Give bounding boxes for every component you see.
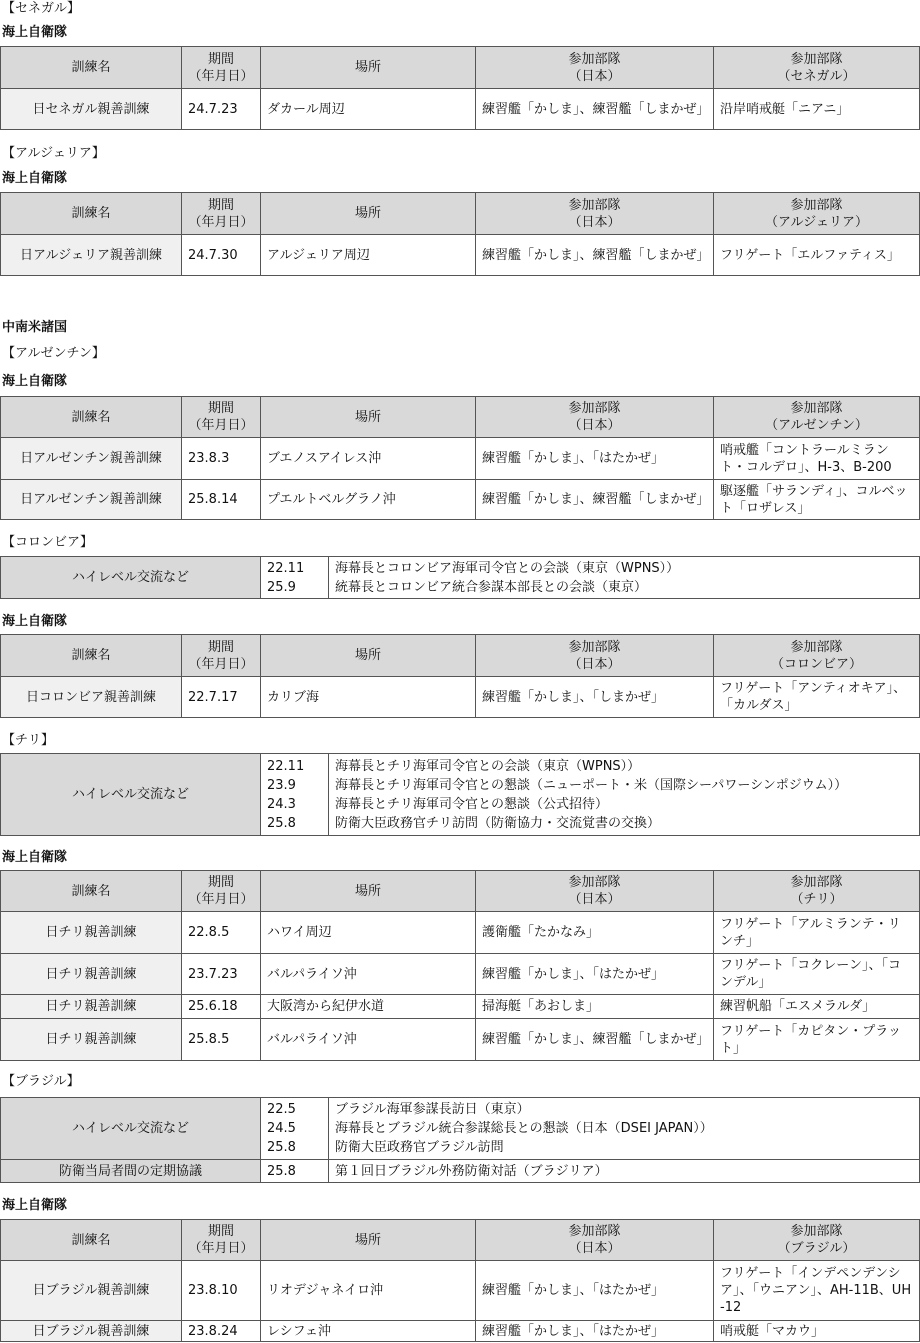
highlevel-events	[329, 557, 920, 599]
exercise-name: 日チリ親善訓練	[1, 1019, 182, 1061]
exercise-partner-units: 哨戒艇「マカウ」	[714, 1321, 920, 1342]
highlevel-label: ハイレベル交流など	[1, 1098, 261, 1160]
exercise-japan-units: 護衛艦「たかなみ」	[476, 912, 714, 954]
table-header-row	[1, 397, 920, 438]
exercise-place: バルパライソ沖	[261, 1019, 476, 1061]
exercise-name: 日アルゼンチン親善訓練	[1, 480, 182, 520]
header-japan: 参加部隊 （日本）	[476, 871, 714, 912]
exercise-period: 25.6.18	[182, 995, 261, 1019]
exercise-japan-units: 練習艦「かしま」、練習艦「しまかぜ」	[476, 1019, 714, 1061]
highlevel-date: 24.3	[267, 796, 296, 812]
highlevel-event: 防衛大臣政務官チリ訪問（防衛協力・交流覚書の交換）	[335, 815, 661, 831]
highlevel-event: 海幕長とコロンビア海軍司令官との会談（東京（WPNS））	[335, 560, 680, 576]
header-name: 訓練名	[1, 635, 182, 677]
exercise-partner-units: 練習帆船「エスメラルダ」	[714, 995, 920, 1019]
highlevel-date: 23.9	[267, 777, 296, 793]
highlevel-event: 海幕長とチリ海軍司令官との懇談（公式招待）	[335, 796, 609, 812]
highlevel-event: 海幕長とチリ海軍司令官との懇談（ニューポート・米（国際シーパワーシンポジウム））	[335, 777, 848, 793]
highlevel-events	[329, 1098, 920, 1160]
highlevel-dates	[261, 754, 329, 836]
exercise-place: リオデジャネイロ沖	[261, 1261, 476, 1321]
highlevel-event: 海幕長とブラジル統合参謀総長との懇談（日本（DSEI JAPAN））	[335, 1121, 713, 1136]
exercise-japan-units: 練習艦「かしま」、練習艦「しまかぜ」	[476, 235, 714, 276]
highlevel-date: 25.9	[267, 579, 296, 595]
header-japan: 参加部隊 （日本）	[476, 1220, 714, 1261]
exercise-partner-units: フリゲート「コクレーン」、「コンデル」	[714, 954, 920, 995]
header-partner: 参加部隊 （アルゼンチン）	[714, 397, 920, 438]
exercise-place: アルジェリア周辺	[261, 235, 476, 276]
header-partner: 参加部隊 （チリ）	[714, 871, 920, 912]
table-header-row	[1, 871, 920, 912]
header-period: 期間 （年月日）	[182, 397, 261, 438]
table-header-row	[1, 635, 920, 677]
senegal-table	[0, 46, 920, 130]
highlevel-date: 22.11	[267, 560, 305, 576]
senegal-msdf-label: 海上自衛隊	[2, 25, 68, 40]
regular-consultation-date: 25.8	[261, 1160, 329, 1183]
exercise-place: ハワイ周辺	[261, 912, 476, 954]
table-row	[1, 954, 920, 995]
header-partner: 参加部隊 （コロンビア）	[714, 635, 920, 677]
chile-highlevel-table	[0, 753, 920, 836]
senegal-title: 【セネガル】	[2, 1, 81, 16]
exercise-place: ブエノスアイレス沖	[261, 438, 476, 480]
brazil-msdf-label: 海上自衛隊	[2, 1198, 68, 1213]
regular-consultation-label: 防衛当局者間の定期協議	[1, 1160, 261, 1183]
brazil-highlevel-table	[0, 1097, 920, 1183]
colombia-msdf-label: 海上自衛隊	[2, 614, 68, 629]
exercise-period: 23.7.23	[182, 954, 261, 995]
header-period: 期間 （年月日）	[182, 635, 261, 677]
exercise-japan-units: 練習艦「かしま」、練習艦「しまかぜ」	[476, 89, 714, 130]
header-period: 期間 （年月日）	[182, 871, 261, 912]
exercise-partner-units: フリゲート「アンティオキア」、「カルダス」	[714, 677, 920, 718]
regular-consultation-event: 第１回日ブラジル外務防衛対話（ブラジリア）	[329, 1160, 920, 1183]
exercise-name: 日コロンビア親善訓練	[1, 677, 182, 718]
exercise-name: 日チリ親善訓練	[1, 954, 182, 995]
header-name: 訓練名	[1, 193, 182, 235]
exercise-name: 日アルゼンチン親善訓練	[1, 438, 182, 480]
table-row	[1, 1321, 920, 1342]
exercise-partner-units: フリゲート「エルファティス」	[714, 235, 920, 276]
header-partner: 参加部隊 （セネガル）	[714, 47, 920, 89]
highlevel-event: 海幕長とチリ海軍司令官との会談（東京（WPNS））	[335, 758, 641, 774]
chile-title: 【チリ】	[2, 733, 55, 748]
exercise-japan-units: 練習艦「かしま」、「しまかぜ」	[476, 677, 714, 718]
exercise-partner-units: フリゲート「カピタン・プラット」	[714, 1019, 920, 1061]
exercise-period: 23.8.3	[182, 438, 261, 480]
argentina-title: 【アルゼンチン】	[2, 346, 105, 361]
highlevel-event: 統幕長とコロンビア統合参謀本部長との会談（東京）	[335, 579, 648, 595]
regular-consultation-row	[1, 1160, 920, 1183]
algeria-table	[0, 192, 920, 276]
exercise-place: バルパライソ沖	[261, 954, 476, 995]
header-partner: 参加部隊 （アルジェリア）	[714, 193, 920, 235]
exercise-name: 日ブラジル親善訓練	[1, 1261, 182, 1321]
header-place: 場所	[261, 635, 476, 677]
exercise-japan-units: 掃海艇「あおしま」	[476, 995, 714, 1019]
table-row	[1, 1261, 920, 1321]
exercise-name: 日セネガル親善訓練	[1, 89, 182, 130]
brazil-title: 【ブラジル】	[2, 1074, 80, 1089]
exercise-place: レシフェ沖	[261, 1321, 476, 1342]
header-place: 場所	[261, 397, 476, 438]
header-place: 場所	[261, 47, 476, 89]
exercise-japan-units: 練習艦「かしま」、「はたかぜ」	[476, 438, 714, 480]
exercise-period: 24.7.30	[182, 235, 261, 276]
highlevel-date: 25.8	[267, 815, 296, 831]
colombia-table	[0, 634, 920, 718]
exercise-name: 日チリ親善訓練	[1, 995, 182, 1019]
exercise-name: 日ブラジル親善訓練	[1, 1321, 182, 1342]
highlevel-date: 22.5	[267, 1102, 296, 1117]
highlevel-dates	[261, 557, 329, 599]
header-place: 場所	[261, 193, 476, 235]
header-japan: 参加部隊 （日本）	[476, 635, 714, 677]
header-place: 場所	[261, 871, 476, 912]
exercise-name: 日アルジェリア親善訓練	[1, 235, 182, 276]
highlevel-event: ブラジル海軍参謀長訪日（東京）	[335, 1102, 530, 1117]
header-period: 期間 （年月日）	[182, 193, 261, 235]
chile-msdf-label: 海上自衛隊	[2, 850, 68, 865]
header-name: 訓練名	[1, 47, 182, 89]
brazil-table	[0, 1219, 920, 1342]
table-row	[1, 480, 920, 520]
header-japan: 参加部隊 （日本）	[476, 193, 714, 235]
header-name: 訓練名	[1, 1220, 182, 1261]
exercise-period: 23.8.24	[182, 1321, 261, 1342]
table-row	[1, 995, 920, 1019]
highlevel-date: 24.5	[267, 1121, 296, 1136]
exercise-partner-units: 哨戒艦「コントラールミラント・コルデロ」、H-3、B-200	[714, 438, 920, 480]
exercise-japan-units: 練習艦「かしま」、練習艦「しまかぜ」	[476, 480, 714, 520]
header-period: 期間 （年月日）	[182, 1220, 261, 1261]
argentina-table	[0, 396, 920, 520]
table-row	[1, 912, 920, 954]
exercise-period: 22.8.5	[182, 912, 261, 954]
header-name: 訓練名	[1, 397, 182, 438]
table-header-row	[1, 47, 920, 89]
exercise-place: カリブ海	[261, 677, 476, 718]
header-name: 訓練名	[1, 871, 182, 912]
exercise-place: 大阪湾から紀伊水道	[261, 995, 476, 1019]
colombia-highlevel-table	[0, 556, 920, 599]
exercise-place: ダカール周辺	[261, 89, 476, 130]
highlevel-dates	[261, 1098, 329, 1160]
exercise-period: 24.7.23	[182, 89, 261, 130]
table-header-row	[1, 1220, 920, 1261]
highlevel-row	[1, 754, 920, 836]
chile-table	[0, 870, 920, 1061]
algeria-title: 【アルジェリア】	[2, 146, 105, 161]
highlevel-event: 防衛大臣政務官ブラジル訪問	[335, 1140, 504, 1155]
header-place: 場所	[261, 1220, 476, 1261]
exercise-partner-units: 駆逐艦「サランディ」、コルベット「ロザレス」	[714, 480, 920, 520]
exercise-period: 25.8.5	[182, 1019, 261, 1061]
exercise-japan-units: 練習艦「かしま」、「はたかぜ」	[476, 954, 714, 995]
highlevel-row	[1, 557, 920, 599]
table-row	[1, 89, 920, 130]
exercise-period: 25.8.14	[182, 480, 261, 520]
exercise-japan-units: 練習艦「かしま」、「はたかぜ」	[476, 1261, 714, 1321]
exercise-partner-units: フリゲート「アルミランテ・リンチ」	[714, 912, 920, 954]
argentina-msdf-label: 海上自衛隊	[2, 374, 68, 389]
table-row	[1, 235, 920, 276]
highlevel-row	[1, 1098, 920, 1160]
highlevel-events	[329, 754, 920, 836]
header-japan: 参加部隊 （日本）	[476, 397, 714, 438]
exercise-name: 日チリ親善訓練	[1, 912, 182, 954]
header-japan: 参加部隊 （日本）	[476, 47, 714, 89]
table-header-row	[1, 193, 920, 235]
exercise-partner-units: 沿岸哨戒艇「ニアニ」	[714, 89, 920, 130]
highlevel-label: ハイレベル交流など	[1, 754, 261, 836]
highlevel-date: 22.11	[267, 758, 305, 774]
latam-heading: 中南米諸国	[2, 320, 68, 335]
exercise-period: 22.7.17	[182, 677, 261, 718]
exercise-partner-units: フリゲート「インデペンデンシア」、「ウニアン」、AH-11B、UH-12	[714, 1261, 920, 1321]
table-row	[1, 677, 920, 718]
colombia-title: 【コロンビア】	[2, 535, 94, 550]
highlevel-label: ハイレベル交流など	[1, 557, 261, 599]
exercise-japan-units: 練習艦「かしま」、「はたかぜ」	[476, 1321, 714, 1342]
highlevel-date: 25.8	[267, 1140, 296, 1155]
exercise-period: 23.8.10	[182, 1261, 261, 1321]
header-partner: 参加部隊 （ブラジル）	[714, 1220, 920, 1261]
algeria-msdf-label: 海上自衛隊	[2, 171, 68, 186]
table-row	[1, 438, 920, 480]
exercise-place: プエルトベルグラノ沖	[261, 480, 476, 520]
table-row	[1, 1019, 920, 1061]
header-period: 期間 （年月日）	[182, 47, 261, 89]
